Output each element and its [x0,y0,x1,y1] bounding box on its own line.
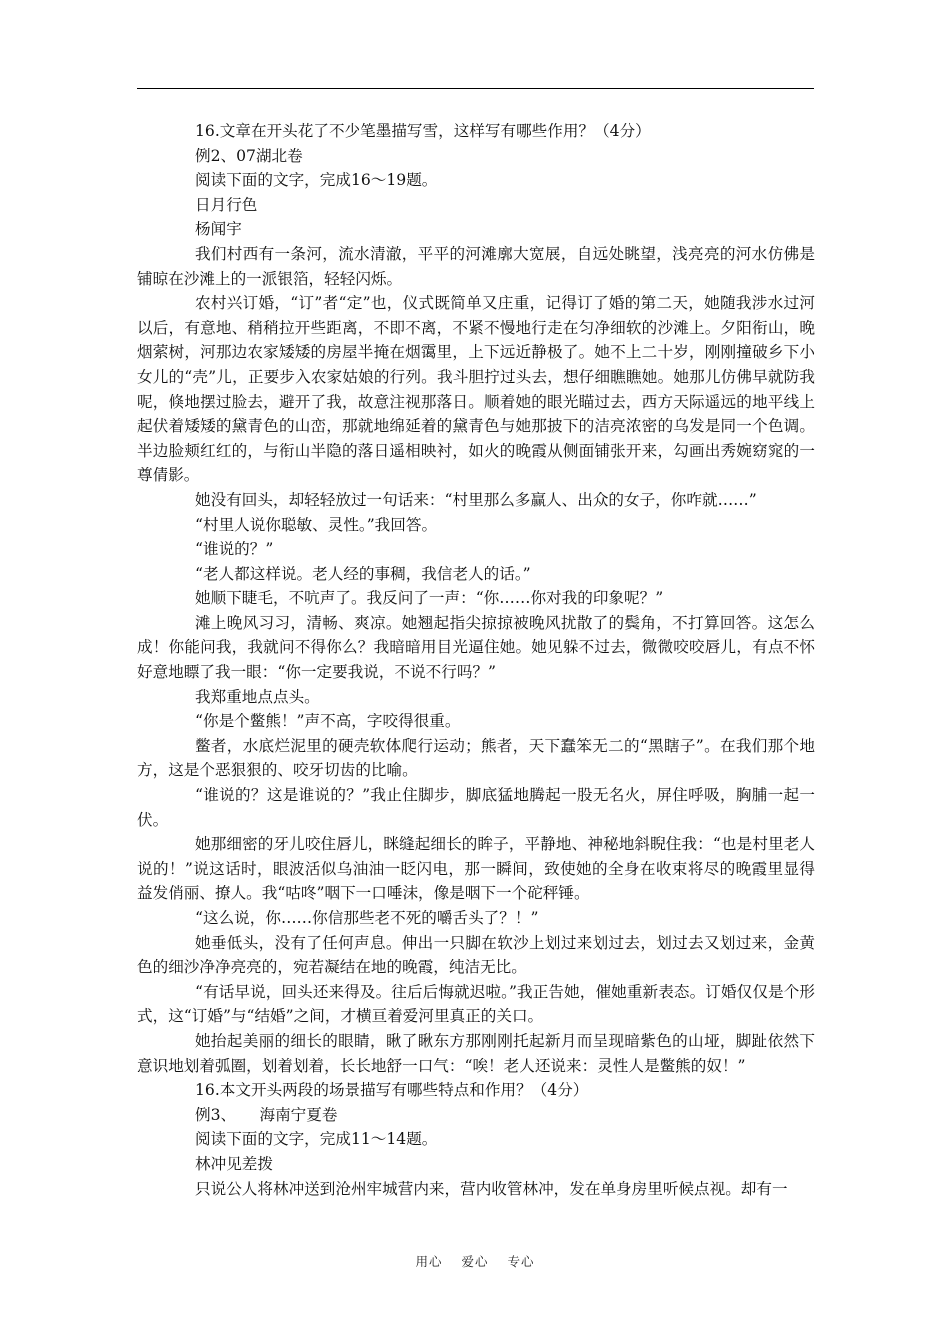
example-heading: 例2、07湖北卷 [195,146,303,165]
paragraph: 她垂低头，没有了任何声息。伸出一只脚在软沙上划过来划过去，划过去又划过来，金黄色的细沙净净亮亮的，宛若凝结在地的晚霞，纯洁无比。 [137,933,815,977]
paragraph: 她顺下睫毛，不吭声了。我反问了一声：“你……你对我的印象呢？” [195,589,664,608]
paragraph: “有话早说，回头还来得及。往后后悔就迟啦。”我正告她，催她重新表态。订婚仅仅是个形式，这“订婚”与“结婚”之间，才横亘着爱河里真正的关口。 [137,982,815,1026]
footer-text: 用心 [415,1254,443,1269]
paragraph: 鳖者，水底烂泥里的硬壳软体爬行运动；熊者，天下蠢笨无二的“黑瞎子”。在我们那个地方，这是个恶狠狠的、咬牙切齿的比喻。 [137,736,815,780]
footer-text: 专心 [507,1254,535,1269]
article-author: 杨闻宇 [195,220,242,239]
header-rule [137,88,814,89]
question-line: 16.文章在开头花了不少笔墨描写雪，这样写有哪些作用？（4分） [195,122,651,140]
paragraph: “村里人说你聪敏、灵性。”我回答。 [195,515,438,534]
paragraph: 她抬起美丽的细长的眼睛，瞅了瞅东方那刚刚托起新月而呈现暗紫色的山垭，脚趾依然下意识地划着弧圈，划着划着，长长地舒一口气：“唉！老人还说来：灵性人是鳖熊的奴！” [137,1031,815,1075]
document-body [137,119,815,1201]
example-heading: 例3、 海南宁夏卷 [195,1105,338,1124]
paragraph: 她没有回头，却轻轻放过一句话来：“村里那么多赢人、出众的女子，你咋就……” [195,490,757,509]
paragraph: “谁说的？这是谁说的？”我止住脚步，脚底猛地腾起一股无名火，屏住呼吸，胸脯一起一伏。 [137,786,815,829]
footer-text: 爱心 [461,1254,489,1269]
article-title: 林冲见差拨 [195,1154,273,1173]
paragraph: “你是个鳖熊！”声不高，字咬得很重。 [195,712,461,731]
paragraph: “老人都这样说。老人经的事稠，我信老人的话。” [195,564,531,583]
paragraph: 她那细密的牙儿咬住唇儿，眯缝起细长的眸子，平静地、神秘地斜睨住我：“也是村里老人说的！”说这话时，眼波活似乌油油一眨闪电，那一瞬间，致使她的全身在收束将尽的晚霞里显得益发俏丽、撩人。我“咕咚”咽下一口唾沫，像是咽下一个砣秤锤。 [137,835,815,903]
paragraph: 只说公人将林冲送到沧州牢城营内来，营内收管林冲，发在单身房里听候点视。却有一 [195,1179,788,1198]
instruction-line: 阅读下面的文字，完成11～14题。 [195,1130,438,1149]
paragraph: 农村兴订婚，“订”者“定”也，仪式既简单又庄重，记得订了婚的第二天，她随我涉水过河以后，有意地、稍稍拉开些距离，不即不离，不紧不慢地行走在匀净细软的沙滩上。夕阳衔山，晚烟萦树，河那边农家矮矮的房屋半掩在烟霭里，上下远近静极了。她不上二十岁，刚刚撞破乡下小女儿的“壳”儿，正要步入农家姑娘的行列。我斗胆拧过头去，想仔细瞧瞧她。她那儿仿佛早就防我呢，倏地摆过脸去，避开了我，故意注视那落日。顺着她的眼光瞄过去，西方天际遥远的地平线上起伏着矮矮的黛青色的山峦，那就地绵延着的黛青色与她那披下的洁亮浓密的乌发是同一个色调。半边脸颊红红的，与衔山半隐的落日遥相映衬，如火的晚霞从侧面铺张开来，勾画出秀婉窈窕的一尊倩影。 [137,294,815,485]
article-title: 日月行色 [195,195,258,214]
question-line: 16.本文开头两段的场景描写有哪些特点和作用？（4分） [195,1081,589,1100]
instruction-line: 阅读下面的文字，完成16～19题。 [195,171,438,190]
paragraph: 我们村西有一条河，流水清澈，平平的河滩廓大宽展，自远处眺望，浅亮亮的河水仿佛是铺晾在沙滩上的一派银箔，轻轻闪烁。 [137,244,815,288]
paragraph: “这么说，你……你信那些老不死的嚼舌头了？！” [195,909,539,927]
paragraph: “谁说的？” [195,540,274,559]
paragraph: 滩上晚风习习，清畅、爽凉。她翘起指尖掠掠被晚风扰散了的鬓角，不打算回答。这怎么成！你能问我，我就问不得你么？我暗暗用目光逼住她。她见躲不过去，微微咬咬唇儿，有点不怀好意地瞟了我一眼：“你一定要我说，不说不行吗？” [137,613,815,682]
paragraph: 我郑重地点点头。 [195,687,320,706]
page-footer [0,1252,950,1270]
